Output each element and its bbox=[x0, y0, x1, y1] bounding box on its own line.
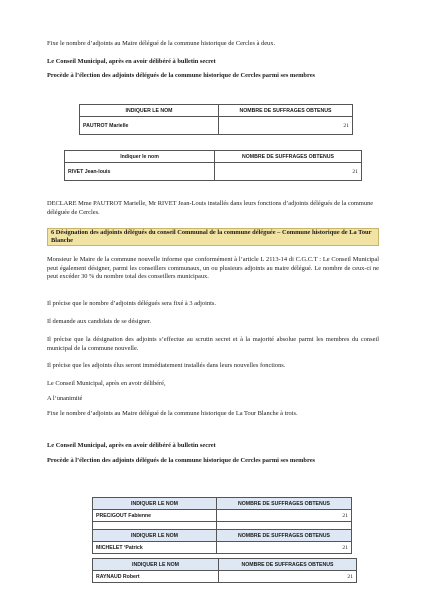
column-header-name: INDIQUER LE NOM bbox=[93, 530, 217, 542]
paragraph-declare-installes: DECLARE Mme PAUTROT Marielle, Mr RIVET Jean-Louis installés dans leurs fonctions d’adjoints délégués de la commune déléguée de Cercles. bbox=[47, 200, 374, 216]
candidate-name: RAYNAUD Robert bbox=[93, 571, 219, 583]
paragraph-nombre-adjoints: Il précise que le nombre d’adjoints délégués sera fixé à 3 adjoints. bbox=[47, 300, 216, 307]
column-header-votes: NOMBRE DE SUFFRAGES OBTENUS bbox=[215, 151, 362, 163]
paragraph-maire-informe: Monsieur le Maire de la commune nouvelle informe que conformément à l’article L 2113-14 di C.G.C.T : Le Conseil Municipal peut également désigner, parmi les conseillers communaux, un ou plusieurs adjoints au maire délégué. Le nombre de ceux-ci ne peut excéder 30 % du nombre total des conseillers municipaux. bbox=[47, 256, 379, 281]
column-header-name: INDIQUER LE NOM bbox=[93, 498, 217, 510]
column-header-votes: NOMBRE DE SUFFRAGES OBTENUS bbox=[217, 498, 352, 510]
column-header-name: INDIQUER LE NOM bbox=[93, 559, 219, 571]
candidate-votes: 21 bbox=[217, 542, 352, 554]
candidate-votes: 21 bbox=[217, 510, 352, 522]
paragraph-installation: Il précise que les adjoints élus seront immédiatement installés dans leurs nouvelles fonctions. bbox=[47, 362, 286, 369]
candidate-votes: 21 bbox=[219, 571, 357, 583]
table-row bbox=[65, 163, 362, 181]
paragraph-fix-tour-blanche: Fixe le nombre d’adjoints au Maire délégué de la commune historique de La Tour Blanche à trois. bbox=[47, 410, 298, 417]
candidate-votes: 21 bbox=[215, 163, 362, 181]
column-header-votes: NOMBRE DE SUFFRAGES OBTENUS bbox=[219, 105, 353, 117]
column-header-votes: NOMBRE DE SUFFRAGES OBTENUS bbox=[219, 559, 357, 571]
table-row bbox=[93, 571, 357, 583]
paragraph-unanimite: A l’unanimité bbox=[47, 395, 83, 402]
table-row bbox=[93, 510, 352, 522]
candidate-name: MICHELET ‘Patrick bbox=[93, 542, 217, 554]
paragraph-conseil-bulletin-secret-2: Le Conseil Municipal, après en avoir délibéré à bulletin secret bbox=[47, 442, 216, 449]
paragraph-procede-election-cercles: Procède à l’élection des adjoints délégués de la commune historique de Cercles parmi ses membres bbox=[47, 72, 316, 79]
paragraph-conseil-bulletin-secret: Le Conseil Municipal, après en avoir délibéré à bulletin secret bbox=[47, 58, 216, 65]
paragraph-conseil-delibere: Le Conseil Municipal, après en avoir délibéré, bbox=[47, 380, 166, 387]
paragraph-candidats: Il demande aux candidats de se désigner. bbox=[47, 318, 152, 325]
column-header-name: Indiquer le nom bbox=[65, 151, 215, 163]
paragraph-fix-cercles: Fixe le nombre d’adjoints au Maire délégué de la commune historique de Cercles à deux. bbox=[47, 40, 276, 47]
column-header-name: INDIQUER LE NOM bbox=[80, 105, 219, 117]
vote-table-michelet bbox=[92, 529, 352, 554]
section-6-heading: 6 Désignation des adjoints délégués du conseil Communal de la commune déléguée – Commune historique de La Tour Blanche bbox=[47, 228, 379, 246]
column-header-votes: NOMBRE DE SUFFRAGES OBTENUS bbox=[217, 530, 352, 542]
paragraph-procede-election-2: Procède à l’élection des adjoints délégués de la commune historique de Cercles parmi ses membres bbox=[47, 457, 316, 464]
vote-table-precigout bbox=[92, 497, 352, 531]
table-row bbox=[93, 542, 352, 554]
candidate-name: PAUTROT Marielle bbox=[80, 117, 219, 135]
candidate-name: RIVET Jean-louis bbox=[65, 163, 215, 181]
candidate-votes: 21 bbox=[219, 117, 353, 135]
vote-table-rivet bbox=[64, 150, 362, 181]
table-row bbox=[80, 117, 353, 135]
vote-table-pautrot bbox=[79, 104, 353, 135]
vote-table-raynaud bbox=[92, 558, 357, 583]
paragraph-scrutin-secret: Il précise que la désignation des adjoints s’effectue au scrutin secret et à la majorité absolue parmi les membres du conseil municipal de la commune nouvelle. bbox=[47, 336, 379, 352]
candidate-name: PRECIGOUT Fabienne bbox=[93, 510, 217, 522]
